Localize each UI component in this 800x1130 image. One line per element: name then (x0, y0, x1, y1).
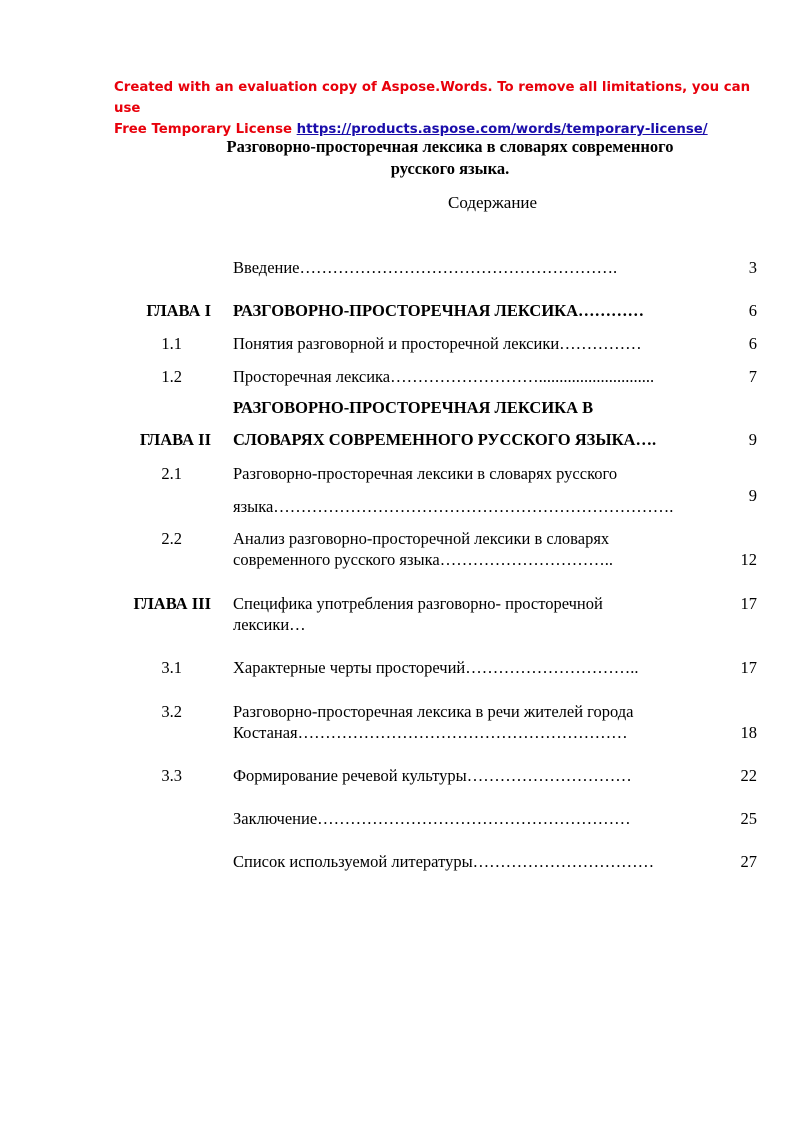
toc-entry-text: Характерные черты просторечий………………………….. (233, 658, 639, 677)
toc-entry-text-line-1: РАЗГОВОРНО-ПРОСТОРЕЧНАЯ ЛЕКСИКА В (233, 398, 594, 417)
toc-entry-text: Заключение………………………………………………… (233, 809, 631, 828)
toc-entry-page: 17 (740, 594, 757, 613)
toc-entry-page: 12 (740, 550, 757, 569)
toc-entry-number: 3.1 (161, 658, 182, 677)
toc-entry-text-line-2: языка………………………………………………………………. (233, 497, 674, 516)
banner-line-1: Created with an evaluation copy of Aspose.Words. To remove all limitations, you can use (114, 80, 751, 116)
toc-entry-number: ГЛАВА I (146, 301, 211, 320)
toc-entry-page: 22 (740, 766, 757, 785)
toc-entry-page: 7 (748, 367, 757, 386)
toc-entry-text: Список используемой литературы…………………………… (233, 852, 655, 871)
toc-entry-text: Формирование речевой культуры………………………… (233, 766, 632, 785)
toc-entry-page: 18 (740, 723, 757, 742)
toc-entry-number: 2.1 (161, 464, 182, 483)
toc-entry-text-line-2: СЛОВАРЯХ СОВРЕМЕННОГО РУССКОГО ЯЗЫКА…. (233, 430, 657, 449)
toc-entry-text-line-2: лексики… (233, 615, 306, 634)
toc-heading: Содержание (448, 193, 538, 212)
evaluation-banner (114, 77, 754, 140)
toc-entry-number: 1.2 (161, 367, 182, 386)
license-link[interactable]: https://products.aspose.com/words/temporary-license/ (296, 122, 708, 137)
toc-entry-text-line-1: Разговорно-просторечная лексики в словарях русского (233, 464, 618, 483)
toc-entry-text: Введение…………………………………………………. (233, 258, 618, 277)
toc-entry-text: Понятия разговорной и просторечной лексики…………… (233, 334, 642, 353)
document-title-line-2: русского языка. (390, 159, 510, 178)
toc-entry-number: ГЛАВА II (139, 430, 211, 449)
toc-entry-page: 25 (740, 809, 757, 828)
toc-entry-page: 3 (748, 258, 757, 277)
toc-entry-page: 6 (748, 334, 757, 353)
banner-license-label: Free Temporary License (114, 122, 297, 137)
toc-entry-page: 6 (748, 301, 757, 320)
toc-entry-number: 2.2 (161, 529, 182, 548)
document-title-line-1: Разговорно-просторечная лексика в словарях современного (226, 137, 674, 156)
toc-entry-number: 1.1 (161, 334, 182, 353)
toc-entry-text-line-2: современного русского языка………………………….. (233, 550, 613, 569)
toc-entry-text-line-1: Разговорно-просторечная лексика в речи жителей города (233, 702, 634, 721)
toc-entry-page: 27 (740, 852, 757, 871)
toc-entry-page: 17 (740, 658, 757, 677)
toc-entry-text-line-2: Костаная…………………………………………………… (233, 723, 628, 742)
toc-entry-text-line-1: Анализ разговорно-просторечной лексики в словарях (233, 529, 610, 548)
toc-entry-text: РАЗГОВОРНО-ПРОСТОРЕЧНАЯ ЛЕКСИКА………… (233, 301, 645, 320)
toc-entry-page: 9 (748, 486, 757, 505)
toc-entry-text-line-1: Специфика употребления разговорно- просторечной (233, 594, 603, 613)
document-title (150, 136, 750, 180)
toc-entry-number: 3.3 (161, 766, 182, 785)
toc-entry-page: 9 (748, 430, 757, 449)
toc-entry-text: Просторечная лексика………………………............................ (233, 367, 655, 386)
toc-entry-number: ГЛАВА III (133, 594, 211, 613)
toc-entry-number: 3.2 (161, 702, 182, 721)
